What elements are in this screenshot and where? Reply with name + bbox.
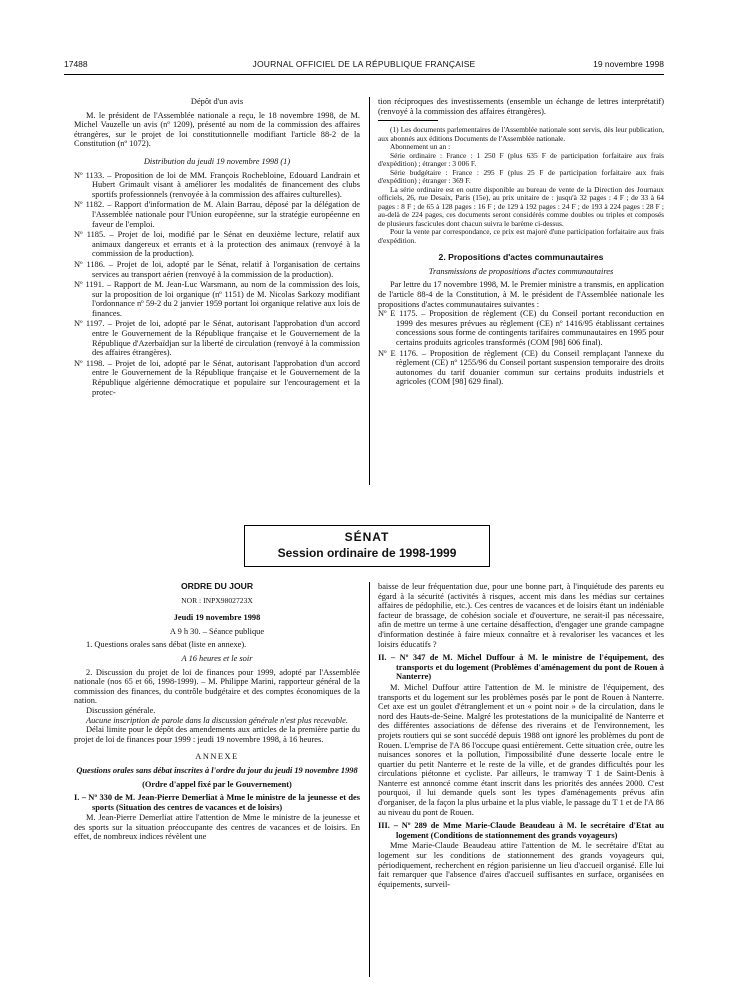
- continuation-text: tion réciproques des investissements (ensemble un échange de lettres interprétatif) (renvoyé à la commission des affaires étrangères).: [378, 97, 664, 116]
- item-text: – Projet de loi, adopté par le Sénat, relatif à l'organisation de certains services au transport aérien (renvoyé à la commission de la production).: [92, 259, 360, 279]
- distribution-list: [74, 171, 360, 398]
- item-number: Nº 1182.: [74, 200, 105, 210]
- question-1-continued: baisse de leur fréquentation due, pour une bonne part, à l'inquiétude des parents eu égard à la sécurité (activités à risques, accent mis dans les médias sur certaines affaires de pédophilie, etc.). Ces centres de vacances et de loisirs étant un indéniable facteur de brassage, de cohésion sociale et d'ouverture, ne serait-il pas nécessaire, afin de mettre un terme à une certaine désaffection, d'engager une grande campagne d'information destinée à faire mieux connaître et à revaloriser les vacances et les loisirs éducatifs ?: [378, 582, 664, 649]
- no-inscription: Aucune inscription de parole dans la discussion générale n'est plus recevable.: [86, 715, 348, 725]
- footnote-rule: [378, 120, 438, 121]
- journal-title: JOURNAL OFFICIEL DE LA RÉPUBLIQUE FRANÇAISE: [252, 59, 476, 69]
- item-number: Nº E 1176.: [378, 348, 418, 358]
- question-2-text: M. Michel Duffour attire l'attention de M. le ministre de l'équipement, des transports et du logement sur les problèmes posés par le pont de Rouen à Nanterre. Cet axe est un goulet d'étranglement et un « point noir » de la circulation, dans le nord des Hauts-de-Seine. Malgré les protestations de la municipalité de Nanterre et des différentes associations de défense des riverains et de l'environnement, les projets routiers qui se sont succédé depuis 1988 ont ignoré les problèmes du pont de Rouen. L'emprise de l'A 86 l'occupe quasi entièrement. Cette situation crée, outre les nuisances sonores et la pollution, l'impossibilité d'une desserte locale entre le quartier du petit Nanterre et le reste de la ville, et de grandes difficultés pour les circulations piétonne et cycliste. Par ailleurs, le tramway T 1 de Saint-Denis à Nanterre est annoncé comme étant inscrit dans les priorités des années 2000. C'est pourquoi, il lui demande quels sont les types d'aménagements prévus afin d'organiser, de la façon la plus urbaine et la plus viable, le passage du T 1 et de l'A 86 au niveau du pont de Rouen.: [378, 682, 664, 817]
- section-text: Par lettre du 17 novembre 1998, M. le Premier ministre a transmis, en application de l'article 88-4 de la Constitution, à M. le président de l'Assemblée nationale les propositions d'actes communautaires suivantes :: [378, 280, 664, 309]
- agenda-item-1: 1. Questions orales sans débat (liste en annexe).: [86, 640, 247, 650]
- list-item: [74, 171, 360, 200]
- item-text: – Proposition de loi de MM. François Rochebloine, Edouard Landrain et Hubert Grimault visant à améliorer les modalités de financement des clubs sportifs professionnels (renvoyée à la commission des affaires culturelles).: [92, 170, 361, 199]
- agenda-item-2: 2. Discussion du projet de loi de finances pour 1999, adopté par l'Assemblée nationale (nos 65 et 66, 1998-1999). – M. Philippe Marini, rapporteur général de la commission des finances, du contrôle budgétaire et des comptes économiques de la nation.: [74, 667, 360, 706]
- item-number: Nº 1197.: [74, 319, 105, 329]
- item-text: – Rapport de M. Jean-Luc Warsmann, au nom de la commission des lois, sur la proposition de loi organique (nº 1151) de M. Nicolas Sarkozy modifiant l'ordonnance nº 59-2 du 2 janvier 1959 portant loi organique relative aux lois de finances.: [92, 280, 360, 318]
- list-item: [74, 260, 360, 279]
- senat-banner: [244, 525, 490, 567]
- item-text: – Proposition de règlement (CE) du Conseil portant reconduction en 1999 des mesures prévues au règlement (CE) nº 1416/95 établissant certaines concessions sous forme de contingents tarifaires communautaires en 1995 pour certains produits agricoles transformés (COM [98] 606 final).: [396, 309, 665, 347]
- column-left-bottom: [74, 582, 360, 842]
- question-2-heading: II. – Nº 347 de M. Michel Duffour à M. le ministre de l'équipement, des transports et du logement (Problèmes d'aménagement du pont de Rouen à Nanterre): [378, 653, 664, 682]
- morning-session: A 9 h 30. – Séance publique: [169, 626, 265, 636]
- ordre-du-jour-title: ORDRE DU JOUR: [180, 581, 254, 591]
- list-item: [74, 280, 360, 318]
- ordre-appel: (Ordre d'appel fixé par le Gouvernement): [142, 779, 292, 789]
- annexe-subtitle: Questions orales sans débat inscrites à l'ordre du jour du jeudi 19 novembre 1998: [76, 765, 358, 775]
- footnote-line: Série budgétaire : France : 295 F (plus 25 F de participation forfaitaire aux frais d'expédition) ; étranger : 369 F.: [378, 167, 664, 186]
- section-title: 2. Propositions d'actes communautaires: [438, 252, 604, 263]
- question-3-text: Mme Marie-Claude Beaudeau attire l'attention de M. le secrétaire d'Etat au logement sur les conditions de stationnement des grands voyageurs qui, périodiquement, recherchent en région parisienne un lieu d'accueil organisé. Elle lui fait remarquer que l'absence d'aires d'accueil suffisantes en surface, organisées en équipements, surveil-: [378, 841, 664, 889]
- senat-subtitle: Session ordinaire de 1998-1999: [277, 546, 457, 560]
- column-divider-top: [369, 97, 370, 485]
- column-right-top: [378, 97, 664, 388]
- column-divider-bottom: [369, 582, 370, 977]
- item-text: – Proposition de règlement (CE) du Conseil remplaçant l'annexe du règlement (CE) nº 1255/96 du Conseil portant suspension temporaire des droits autonomes du tarif douanier commun sur certains produits industriels et agricoles (COM [98] 629 final).: [396, 348, 664, 387]
- item-number: Nº 1186.: [74, 259, 105, 269]
- item-text: – Projet de loi, modifié par le Sénat en deuxième lecture, relatif aux animaux dangereux et errants et à la protection des animaux (renvoyé à la commission de la production).: [92, 230, 360, 259]
- page-number: 17488: [64, 59, 88, 69]
- list-item: [378, 309, 664, 347]
- senat-title: SÉNAT: [344, 530, 390, 544]
- section-subtitle: Transmissions de propositions d'actes communautaires: [428, 266, 614, 276]
- list-item: [74, 200, 360, 229]
- communautaire-list: [378, 309, 664, 387]
- footnote-line: Série ordinaire : France : 1 250 F (plus 635 F de participation forfaitaire aux frais d'expédition) ; étranger : 3 006 F.: [378, 150, 664, 169]
- annexe-title: ANNEXE: [195, 752, 239, 762]
- list-item: [378, 349, 664, 387]
- column-left-top: [74, 97, 360, 398]
- general-discussion: Discussion générale.: [86, 705, 156, 715]
- question-1-heading: I. – Nº 330 de M. Jean-Pierre Demerliat à Mme le ministre de la jeunesse et des sports (Situation des centres de vacances et de loisirs): [74, 793, 360, 812]
- footnote-line: La série ordinaire est en outre disponible au bureau de vente de la Direction des Journaux officiels, 26, rue Desaix, Paris (15e), au prix unitaire de : jusqu'à 32 pages : 4 F ; de 33 à 64 pages : 8 F ; de 65 à 128 pages : 16 F ; de 129 à 192 pages : 24 F ; de 193 à 224 pages : 28 F ; au-delà de 224 pages, ces documents seront considérés comme doubles ou triples et composés de plusieurs fascicules dont chacun suivra le barème ci-dessus.: [378, 184, 664, 228]
- footnote-line: Abonnement un an :: [390, 142, 451, 152]
- depot-title: Dépôt d'un avis: [190, 97, 244, 106]
- page-header: [64, 59, 664, 73]
- item-text: – Rapport d'information de M. Alain Barrau, déposé par la délégation de l'Assemblée nationale pour l'Union européenne, sur la stratégie européenne en faveur de l'emploi.: [92, 200, 361, 229]
- item-number: Nº 1191.: [74, 280, 104, 290]
- list-item: [74, 230, 360, 259]
- nor-code: NOR : INPX9802723X: [181, 595, 253, 605]
- session-day: Jeudi 19 novembre 1998: [173, 613, 261, 623]
- item-text: – Projet de loi, adopté par le Sénat, autorisant l'approbation d'un accord entre le Gouvernement de la République française et le Gouvernement de la République algérienne démocratique et populaire sur l'encouragement et la protec-: [92, 358, 360, 397]
- depot-text: M. le président de l'Assemblée nationale a reçu, le 18 novembre 1998, de M. Michel Vauzelle un avis (nº 1209), présenté au nom de la commission des affaires étrangères, sur le projet de loi constitutionnelle modifiant l'article 88-2 de la Constitution (nº 1072).: [74, 110, 360, 149]
- item-number: Nº 1185.: [74, 230, 106, 240]
- header-date: 19 novembre 1998: [593, 59, 664, 69]
- item-number: Nº 1133.: [74, 170, 105, 180]
- list-item: [74, 319, 360, 357]
- item-number: Nº E 1175.: [378, 309, 418, 319]
- header-rule: [64, 74, 664, 75]
- column-right-bottom: [378, 582, 664, 889]
- footnote-line: (1) Les documents parlementaires de l'Assemblée nationale sont servis, dès leur publication, aux abonnés aux éditions Documents de l'Assemblée nationale.: [378, 125, 664, 143]
- list-item: [74, 359, 360, 397]
- question-1-text: M. Jean-Pierre Demerliat attire l'attention de Mme le ministre de la jeunesse et des sports sur la situation préoccupante des centres de vacances et de loisirs. En effet, de nombreux indices révèlent une: [74, 813, 360, 842]
- footnote: [378, 126, 664, 245]
- afternoon-session: A 16 heures et le soir: [181, 653, 253, 663]
- footnote-line: Pour la vente par correspondance, ce prix est majoré d'une participation forfaitaire aux frais d'expédition.: [378, 227, 664, 245]
- question-3-heading: III. – Nº 289 de Mme Marie-Claude Beaudeau à M. le secrétaire d'Etat au logement (Conditions de stationnement des grands voyageurs): [378, 821, 664, 840]
- item-number: Nº 1198.: [74, 358, 105, 368]
- distribution-title: Distribution du jeudi 19 novembre 1998 (1): [143, 156, 291, 166]
- item-text: – Projet de loi, adopté par le Sénat, autorisant l'approbation d'un accord entre le Gouvernement de la République française et le Gouvernement de la République d'Azerbaïdjan sur la liberté de circulation (renvoyé à la commission des affaires étrangères).: [92, 319, 360, 358]
- amendment-deadline: Délai limite pour le dépôt des amendements aux articles de la première partie du projet de loi de finances pour 1999 : jeudi 19 novembre 1998, à 16 heures.: [74, 725, 360, 744]
